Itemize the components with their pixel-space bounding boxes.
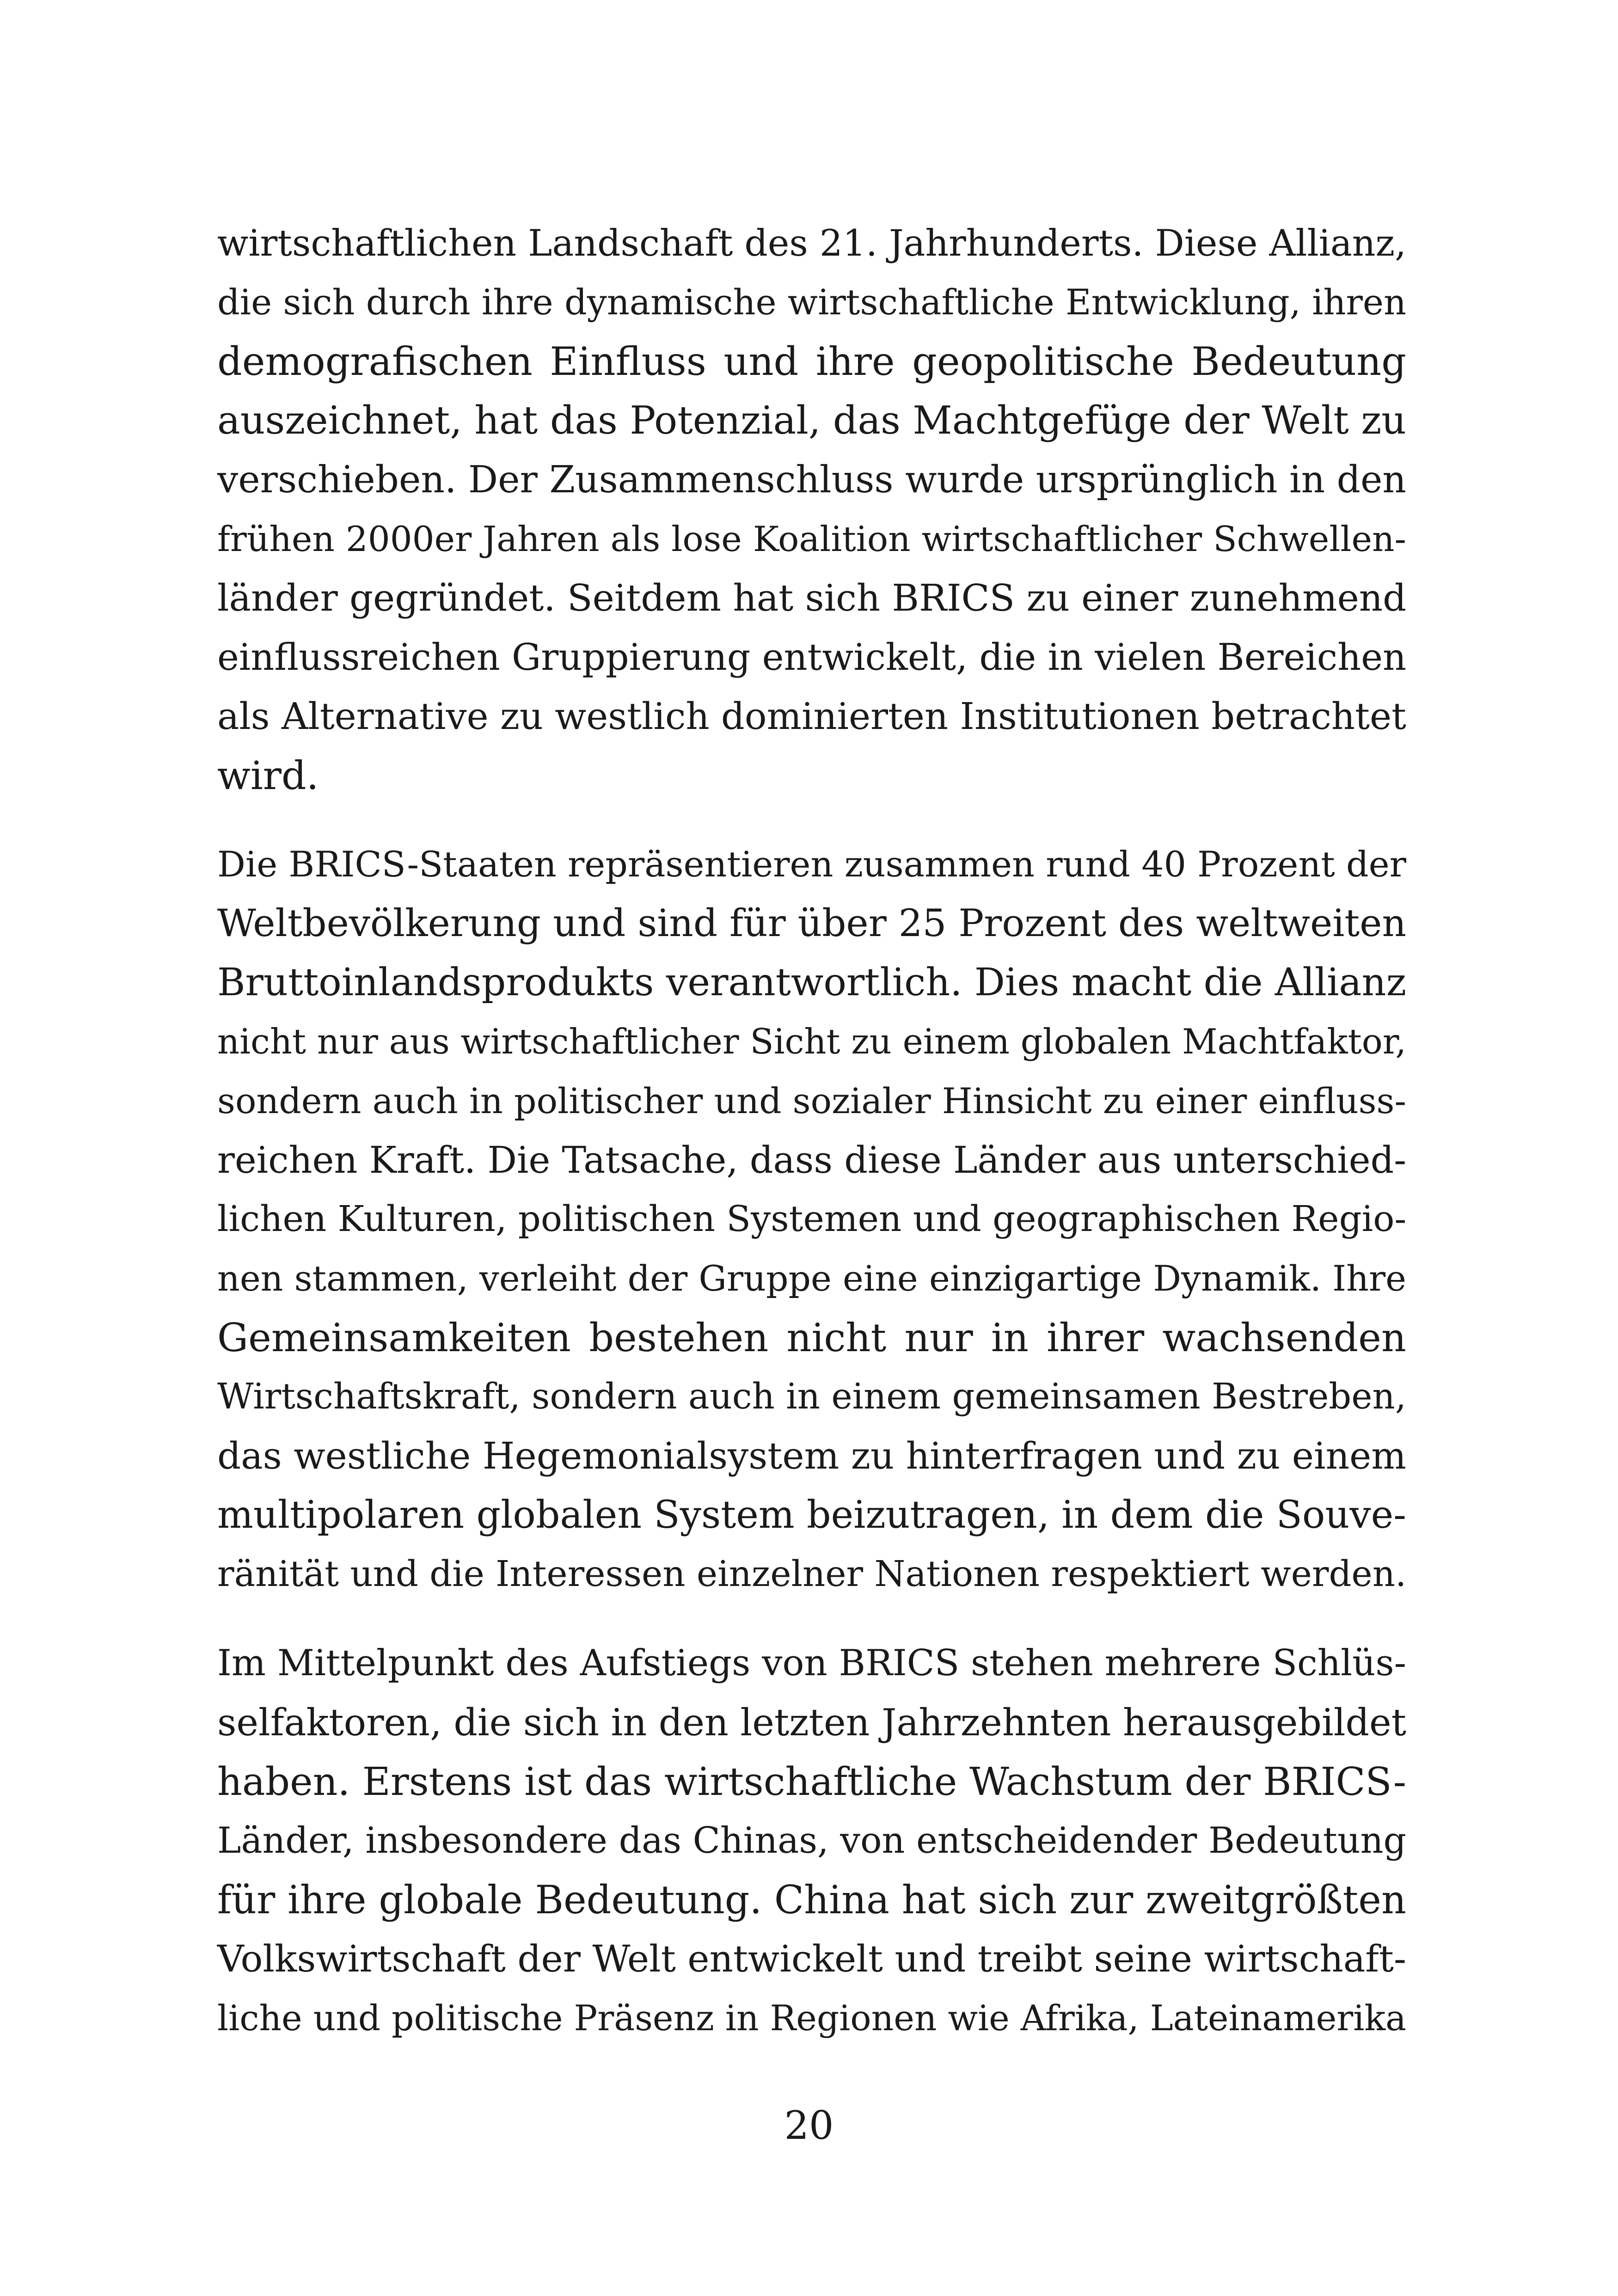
text-line: Die BRICS-Staaten repräsentieren zusammen rund 40 Prozent der	[217, 844, 1406, 885]
text-line: Volkswirtschaft der Welt entwickelt und treibt seine wirtschaft-	[217, 1937, 1406, 1980]
text-line: sondern auch in politischer und sozialer Hinsicht zu einer einfluss-	[217, 1081, 1406, 1121]
text-line: Im Mittelpunkt des Aufstiegs von BRICS stehen mehrere Schlüs-	[217, 1642, 1406, 1684]
paragraph-3	[217, 1634, 1406, 2048]
text-line: Weltbevölkerung und sind für über 25 Prozent des weltweiten	[217, 901, 1406, 945]
body-text	[217, 214, 1406, 2077]
text-line: als Alternative zu westlich dominierten Institutionen betrachtet	[217, 695, 1406, 738]
text-line: einflussreichen Gruppierung entwickelt, die in vielen Bereichen	[217, 636, 1406, 679]
text-line: reichen Kraft. Die Tatsache, dass diese Länder aus unterschied-	[217, 1139, 1406, 1182]
text-line: wirtschaftlichen Landschaft des 21. Jahrhunderts. Diese Allianz,	[217, 222, 1406, 264]
text-line: verschieben. Der Zusammenschluss wurde ursprünglich in den	[217, 458, 1406, 501]
text-line: lichen Kulturen, politischen Systemen und geographischen Regio-	[217, 1199, 1407, 1240]
text-line: nicht nur aus wirtschaftlicher Sicht zu einem globalen Machtfaktor,	[217, 1022, 1406, 1062]
page-number: 20	[784, 2103, 834, 2148]
text-line: auszeichnet, hat das Potenzial, das Machtgefüge der Welt zu	[217, 398, 1406, 443]
text-line: das westliche Hegemonialsystem zu hinterfragen und zu einem	[217, 1434, 1406, 1477]
text-line: Wirtschaftskraft, sondern auch in einem gemeinsamen Bestreben,	[217, 1376, 1406, 1417]
paragraph-2	[217, 835, 1406, 1604]
text-line: selfaktoren, die sich in den letzten Jahrzehnten herausgebildet	[217, 1701, 1406, 1744]
paragraph-1	[217, 214, 1406, 805]
text-line: Gemeinsamkeiten bestehen nicht nur in ihrer wachsenden	[217, 1315, 1406, 1360]
text-line: für ihre globale Bedeutung. China hat sich zur zweitgrößten	[217, 1877, 1406, 1923]
text-line: Länder, insbesondere das Chinas, von entscheidender Bedeutung	[217, 1820, 1406, 1861]
text-line: haben. Erstens ist das wirtschaftliche Wachstum der BRICS-	[217, 1759, 1406, 1804]
text-line: länder gegründet. Seitdem hat sich BRICS zu einer zunehmend	[217, 576, 1407, 619]
text-line: Bruttoinlandsprodukts verantwortlich. Dies macht die Allianz	[217, 961, 1406, 1004]
text-line: wird.	[217, 753, 319, 798]
text-line: die sich durch ihre dynamische wirtschaftliche Entwicklung, ihren	[217, 282, 1406, 323]
text-line: nen stammen, verleiht der Gruppe eine einzigartige Dynamik. Ihre	[217, 1258, 1406, 1299]
text-line: demografischen Einfluss und ihre geopolitische Bedeutung	[217, 339, 1406, 384]
text-line: ränität und die Interessen einzelner Nationen respektiert werden.	[217, 1554, 1407, 1595]
text-line: frühen 2000er Jahren als lose Koalition wirtschaftlicher Schwellen-	[217, 519, 1406, 559]
text-line: multipolaren globalen System beizutragen, in dem die Souve-	[217, 1493, 1406, 1537]
text-line: liche und politische Präsenz in Regionen wie Afrika, Lateinamerika	[217, 1998, 1406, 2039]
